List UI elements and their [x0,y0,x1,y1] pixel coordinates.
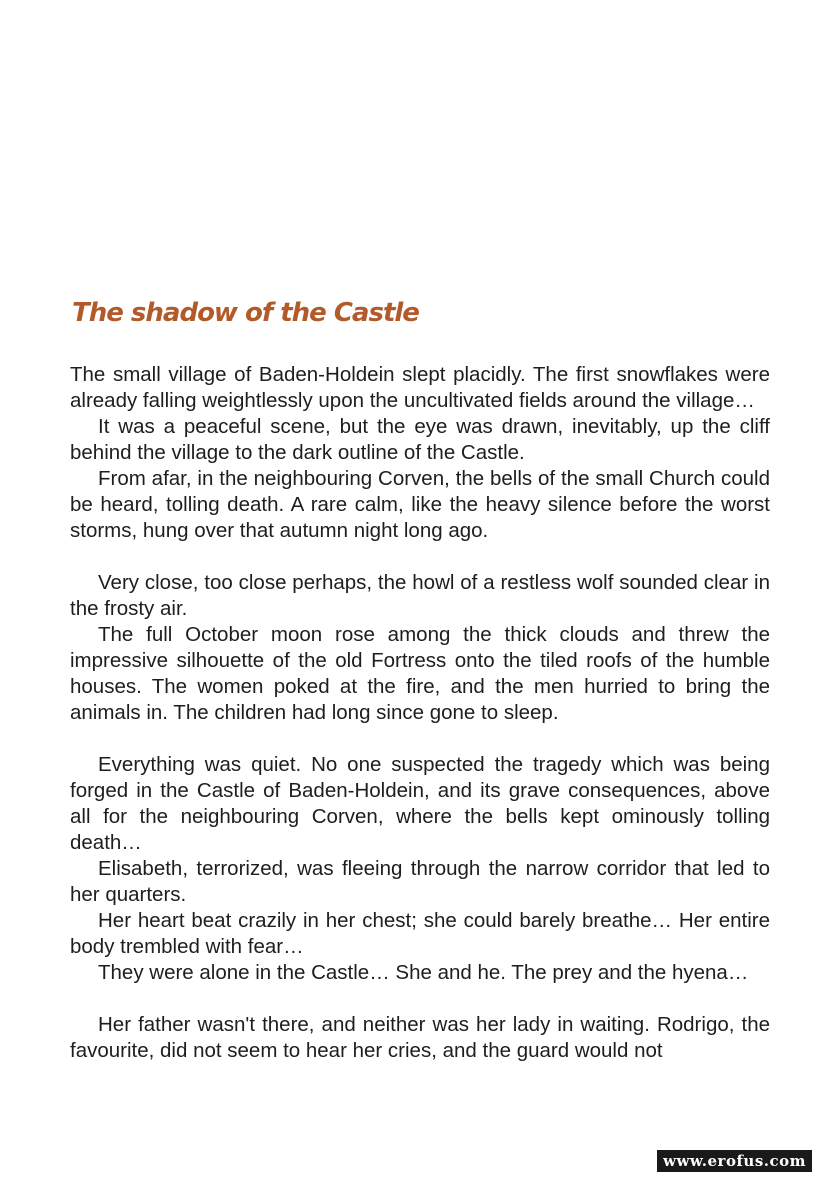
watermark-link[interactable]: www.erofus.com [657,1150,812,1172]
paragraph: It was a peaceful scene, but the eye was drawn, inevitably, up the cliff behind the village to the dark outline of the Castle. [70,415,770,464]
paragraph: Elisabeth, terrorized, was fleeing through the narrow corridor that led to her quarters. [70,857,770,906]
paragraph: From afar, in the neighbouring Corven, the bells of the small Church could be heard, tolling death. A rare calm, like the heavy silence before the worst storms, hung over that autumn night long ago. [70,467,770,542]
paragraph: Her heart beat crazily in her chest; she could barely breathe… Her entire body trembled with fear… [70,909,770,958]
paragraph: The small village of Baden-Holdein slept placidly. The first snowflakes were already falling weightlessly upon the uncultivated fields around the village… [70,363,770,412]
paragraph-gap [70,544,770,570]
chapter-title: The shadow of the Castle [72,298,419,328]
paragraph: Very close, too close perhaps, the howl of a restless wolf sounded clear in the frosty air. [70,571,770,620]
paragraph-gap [70,986,770,1012]
paragraph: They were alone in the Castle… She and he. The prey and the hyena… [98,961,749,984]
paragraph-gap [70,726,770,752]
paragraph: Her father wasn't there, and neither was her lady in waiting. Rodrigo, the favourite, did not seem to hear her cries, and the guard would not [70,1013,770,1062]
paragraph: Everything was quiet. No one suspected the tragedy which was being forged in the Castle of Baden-Holdein, and its grave consequences, above all for the neighbouring Corven, where the bells kept ominously tolling death… [70,753,770,854]
chapter-body [70,362,770,1064]
paragraph: The full October moon rose among the thick clouds and threw the impressive silhouette of the old Fortress onto the tiled roofs of the humble houses. The women poked at the fire, and the men hurried to bring the animals in. The children had long since gone to sleep. [70,623,770,724]
